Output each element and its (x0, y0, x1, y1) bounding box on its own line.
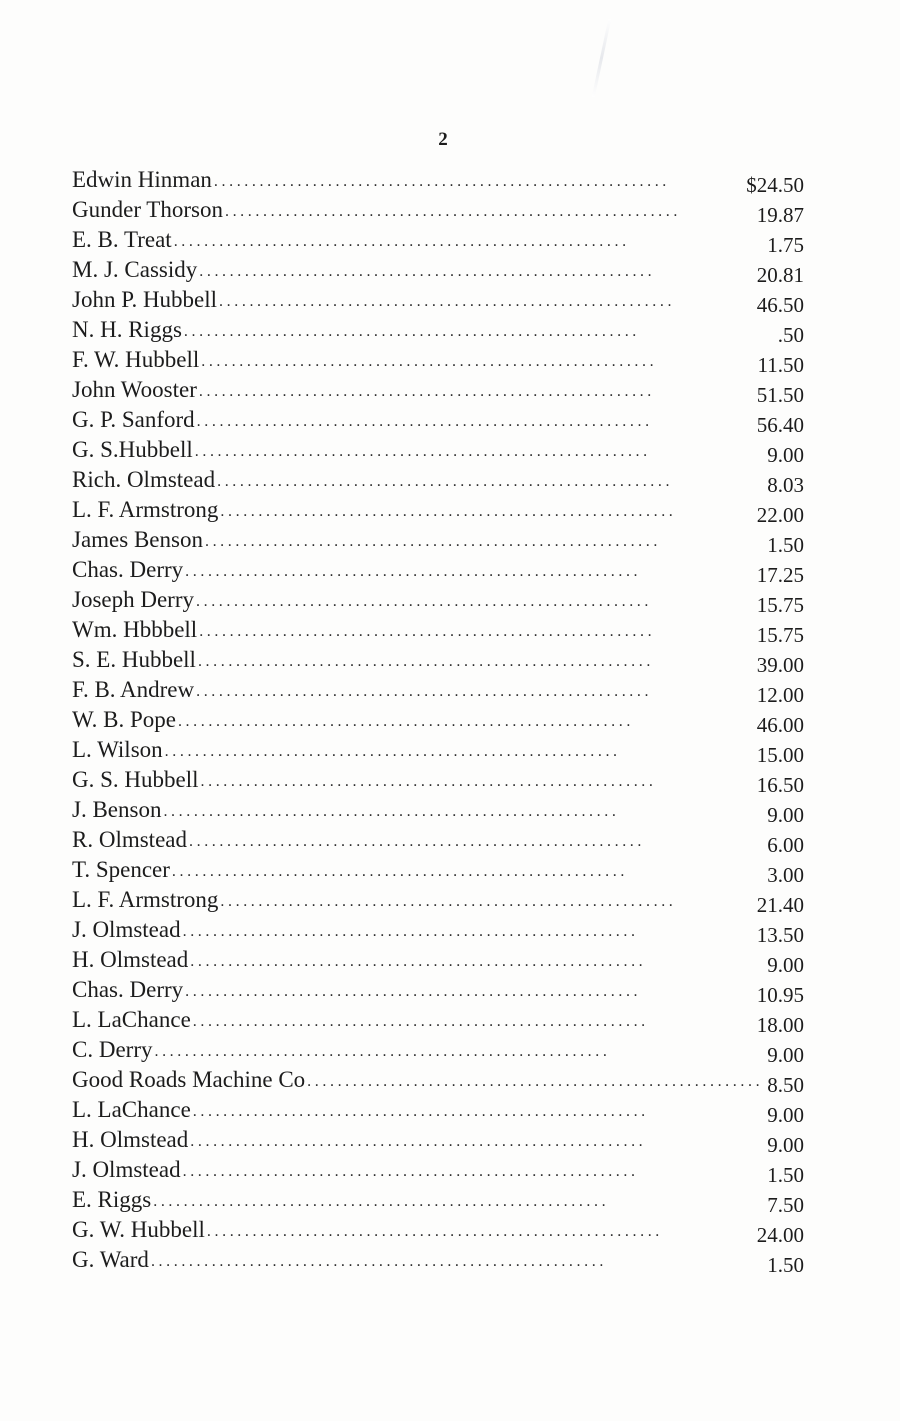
dot-leader: ............................................................ (196, 413, 653, 430)
dot-leader: ............................................................ (182, 1163, 639, 1180)
payee-name: G. Ward (72, 1247, 149, 1272)
payee-name: T. Spencer (72, 857, 170, 882)
payment-amount: 13.50 (756, 923, 804, 947)
ledger-row (72, 823, 812, 857)
dot-leader: ............................................................ (189, 833, 645, 850)
dot-leader: ............................................................ (190, 1133, 647, 1150)
ledger-row (72, 553, 812, 587)
payment-amount: 56.40 (756, 413, 804, 437)
payee-name: G. W. Hubbell (72, 1217, 205, 1242)
ledger-row (72, 1003, 812, 1037)
payment-amount: 9.00 (767, 1043, 804, 1067)
payment-amount: 19.87 (756, 203, 804, 227)
dot-leader: ............................................................ (213, 173, 670, 190)
dot-leader: ............................................................ (164, 743, 621, 760)
dot-leader: ............................................................ (185, 563, 642, 580)
dot-leader: ............................................................ (194, 443, 651, 460)
ledger-row (72, 883, 812, 917)
ledger-row (72, 943, 812, 977)
payment-amount: 17.25 (756, 563, 804, 587)
payee-name: L. LaChance (72, 1007, 191, 1032)
payee-name: E. Riggs (72, 1187, 152, 1212)
payment-amount: 24.00 (756, 1223, 804, 1247)
payment-amount: 1.50 (767, 1163, 804, 1187)
payment-amount: 9.00 (767, 443, 804, 467)
payment-amount: 15.00 (756, 743, 804, 767)
payee-name: Gunder Thorson (72, 197, 223, 222)
ledger-row (72, 853, 812, 887)
dot-leader: ............................................................ (196, 593, 652, 610)
payment-amount: 46.50 (756, 293, 804, 317)
payee-name: L. Wilson (72, 737, 163, 762)
dot-leader: ............................................................ (199, 623, 656, 640)
ledger-row (72, 703, 812, 737)
dot-leader: ............................................................ (197, 653, 654, 670)
payment-amount: 1.50 (767, 1253, 804, 1277)
payment-amount: .50 (777, 323, 804, 347)
payee-name: S. E. Hubbell (72, 647, 196, 672)
payment-amount: 46.00 (756, 713, 804, 737)
ledger-row (72, 283, 812, 317)
ledger-row (72, 733, 812, 767)
payment-amount: 16.50 (756, 773, 804, 797)
payee-name: Wm. Hbbbell (72, 617, 198, 642)
ledger-row (72, 493, 812, 527)
payee-name: J. Olmstead (72, 1157, 181, 1182)
payment-amount: 6.00 (767, 833, 804, 857)
payee-name: Good Roads Machine Co (72, 1067, 306, 1092)
payee-name: L. LaChance (72, 1097, 191, 1122)
ledger-row (72, 913, 812, 947)
ledger-row (72, 313, 812, 347)
page-number: 2 (438, 129, 448, 150)
payee-name: G. S. Hubbell (72, 767, 199, 792)
dot-leader: ............................................................ (173, 233, 630, 250)
ledger-row (72, 793, 812, 827)
payee-name: Joseph Derry (72, 587, 194, 612)
dot-leader: ............................................................ (206, 1223, 663, 1240)
dot-leader: ............................................................ (220, 503, 677, 520)
payee-name: F. W. Hubbell (72, 347, 200, 372)
dot-leader: ............................................................ (154, 1043, 611, 1060)
payment-amount: 9.00 (767, 953, 804, 977)
dot-leader: ............................................................ (199, 263, 656, 280)
dot-leader: ............................................................ (198, 383, 655, 400)
ledger-row (72, 343, 812, 377)
payee-name: John Wooster (72, 377, 197, 402)
ledger-row (72, 523, 812, 557)
dot-leader: ............................................................ (192, 1103, 649, 1120)
payee-name: L. F. Armstrong (72, 497, 219, 522)
ledger-row (72, 763, 812, 797)
dot-leader: ............................................................ (201, 353, 658, 370)
ledger-row (72, 1243, 812, 1277)
payee-name: Rich. Olmstead (72, 467, 216, 492)
payment-amount: 21.40 (756, 893, 804, 917)
ledger-row (72, 253, 812, 287)
dot-leader: ............................................................ (217, 473, 674, 490)
payment-amount: 15.75 (756, 593, 804, 617)
ledger-row (72, 1153, 812, 1187)
payment-amount: 1.75 (767, 233, 804, 257)
ledger-row (72, 973, 812, 1007)
dot-leader: ............................................................ (204, 533, 661, 550)
dot-leader: ............................................................ (196, 683, 653, 700)
payment-amount: 3.00 (767, 863, 804, 887)
ledger-row (72, 1183, 812, 1217)
ledger-row (72, 643, 812, 677)
ledger-row (72, 223, 812, 257)
dot-leader: ............................................................ (224, 203, 681, 220)
payee-name: R. Olmstead (72, 827, 187, 852)
payee-name: E. B. Treat (72, 227, 172, 252)
payment-amount: 9.00 (767, 803, 804, 827)
ledger-row (72, 1033, 812, 1067)
dot-leader: ............................................................ (177, 713, 634, 730)
ledger-row (72, 673, 812, 707)
payee-name: H. Olmstead (72, 1127, 189, 1152)
payment-amount: 22.00 (756, 503, 804, 527)
payee-name: M. J. Cassidy (72, 257, 198, 282)
ledger-row (72, 373, 812, 407)
payment-amount: 39.00 (756, 653, 804, 677)
payment-amount: 10.95 (756, 983, 804, 1007)
payment-amount: 51.50 (756, 383, 804, 407)
payee-name: Chas. Derry (72, 977, 184, 1002)
payee-name: C. Derry (72, 1037, 153, 1062)
payment-amount: 18.00 (756, 1013, 804, 1037)
payee-name: W. B. Pope (72, 707, 176, 732)
paper-smudge (592, 19, 612, 98)
dot-leader: ............................................................ (185, 983, 642, 1000)
payment-amount: 15.75 (756, 623, 804, 647)
payment-amount: 12.00 (756, 683, 804, 707)
ledger-row (72, 1063, 812, 1097)
payee-name: Chas. Derry (72, 557, 184, 582)
ledger-row (72, 1123, 812, 1157)
payee-name: G. S.Hubbell (72, 437, 193, 462)
dot-leader: ............................................................ (200, 773, 657, 790)
payee-name: Edwin Hinman (72, 167, 212, 192)
payment-amount: 9.00 (767, 1103, 804, 1127)
payment-amount: 8.50 (767, 1073, 804, 1097)
dot-leader: ............................................................ (219, 293, 676, 310)
payment-amount: 20.81 (756, 263, 804, 287)
payment-amount: 1.50 (767, 533, 804, 557)
ledger-row (72, 433, 812, 467)
dot-leader: ............................................................ (153, 1193, 610, 1210)
payee-name: L. F. Armstrong (72, 887, 219, 912)
ledger-row (72, 403, 812, 437)
payee-name: H. Olmstead (72, 947, 189, 972)
payment-amount: $24.50 (746, 173, 804, 197)
payment-amount: 7.50 (767, 1193, 804, 1217)
dot-leader: ............................................................ (307, 1073, 764, 1090)
payee-name: G. P. Sanford (72, 407, 195, 432)
ledger-list (72, 163, 812, 1277)
dot-leader: ............................................................ (192, 1013, 649, 1030)
dot-leader: ............................................................ (220, 893, 677, 910)
ledger-row (72, 583, 812, 617)
payee-name: F. B. Andrew (72, 677, 195, 702)
payee-name: James Benson (72, 527, 203, 552)
dot-leader: ............................................................ (183, 323, 640, 340)
payee-name: J. Benson (72, 797, 162, 822)
payee-name: John P. Hubbell (72, 287, 218, 312)
ledger-row (72, 163, 812, 197)
payment-amount: 11.50 (757, 353, 804, 377)
ledger-row (72, 1213, 812, 1247)
dot-leader: ............................................................ (190, 953, 647, 970)
dot-leader: ............................................................ (182, 923, 639, 940)
dot-leader: ............................................................ (163, 803, 620, 820)
dot-leader: ............................................................ (150, 1253, 607, 1270)
payee-name: J. Olmstead (72, 917, 181, 942)
ledger-row (72, 1093, 812, 1127)
ledger-row (72, 613, 812, 647)
ledger-row (72, 193, 812, 227)
dot-leader: ............................................................ (171, 863, 628, 880)
payment-amount: 9.00 (767, 1133, 804, 1157)
payment-amount: 8.03 (767, 473, 804, 497)
ledger-row (72, 463, 812, 497)
payee-name: N. H. Riggs (72, 317, 182, 342)
